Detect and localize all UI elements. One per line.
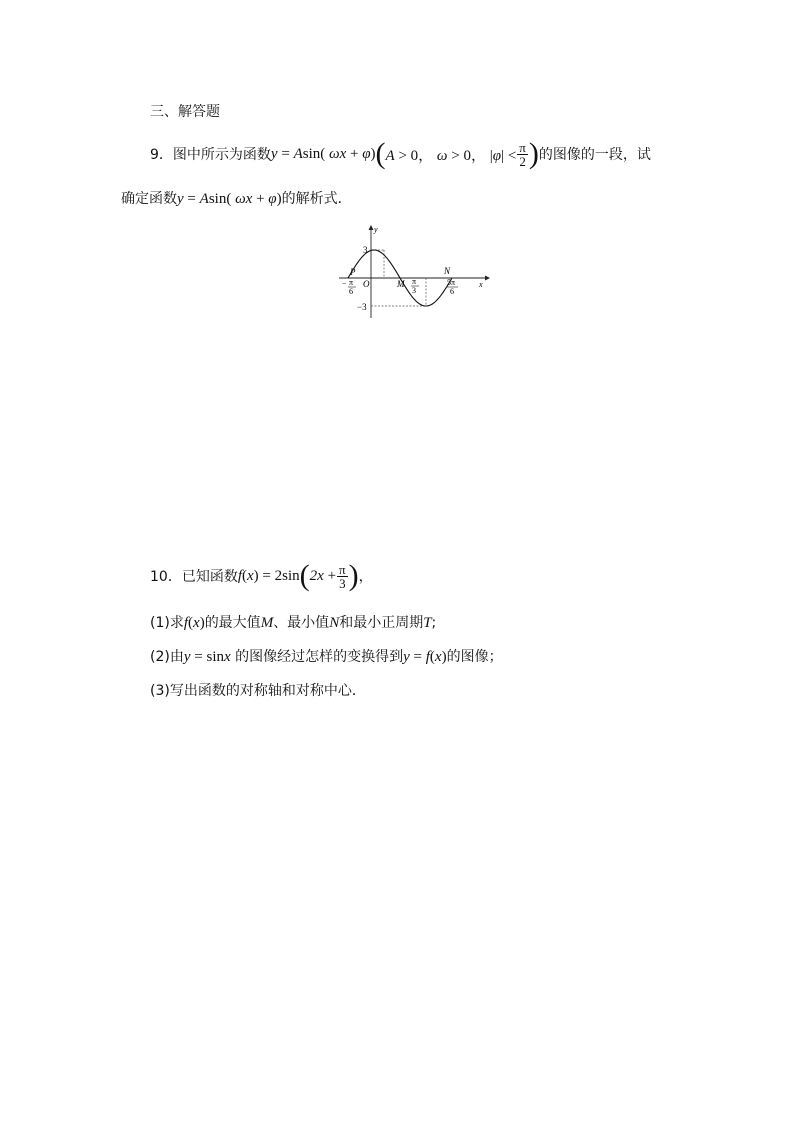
sine-graph [335, 222, 495, 322]
label-3: 3 [363, 245, 368, 255]
label-P: P [350, 267, 356, 277]
label-pi-b: π [412, 277, 417, 286]
question-9-line-1 [150, 136, 651, 172]
question-text-2: 的图像的一段，试 [538, 147, 651, 163]
formula: f(x) = 2sin [237, 567, 300, 584]
x-axis-label: x [479, 280, 483, 289]
label-neg3: −3 [357, 302, 367, 312]
question-9-line-2: 确定函数y = Asin( ωx + φ)的解析式． [121, 191, 352, 207]
question-10-part-1: (1)求f(x)的最大值M、最小值N和最小正周期T; [150, 615, 437, 631]
left-paren: ( [375, 137, 386, 170]
left-paren: ( [299, 559, 310, 592]
label-O: O [363, 279, 370, 289]
right-paren: ) [348, 559, 359, 592]
label-M: M [397, 279, 405, 289]
question-text: 图中所示为函数 [172, 147, 271, 163]
label-6b: 6 [450, 287, 454, 296]
question-number: 9． [150, 147, 173, 163]
fraction-pi-over-2: $\frac{\pi}{2}$ [519, 139, 526, 169]
question-number: 10． [150, 569, 182, 585]
section-title: 三、解答题 [150, 104, 220, 120]
question-text: 已知函数 [181, 569, 238, 585]
y-axis-arrow [369, 225, 374, 230]
label-minus: − [342, 279, 347, 288]
inner: 2x + [309, 567, 337, 584]
condition: A > 0， ω > 0， |φ| < [385, 147, 517, 164]
label-pi-a: π [349, 278, 354, 287]
question-10-part-2: (2)由y = sinx 的图像经过怎样的变换得到y = f(x)的图像； [150, 649, 503, 665]
formula: y = Asin( ωx + φ) [270, 145, 376, 162]
fraction-pi-over-3: $\frac{\pi}{3}$ [339, 561, 346, 591]
y-axis-label: y [374, 225, 378, 234]
label-5pi: 5π [447, 278, 456, 287]
question-10-part-3: (3)写出函数的对称轴和对称中心． [150, 683, 366, 699]
label-3den: 3 [412, 286, 416, 295]
question-10-line-1: 10． 已知函数 f(x) = 2sin ( 2x + $\frac{\pi}{3}$ ) ， [150, 559, 373, 592]
label-N: N [444, 266, 451, 276]
x-axis-arrow [485, 276, 490, 281]
right-paren: ) [528, 137, 539, 170]
label-6a: 6 [349, 287, 353, 296]
